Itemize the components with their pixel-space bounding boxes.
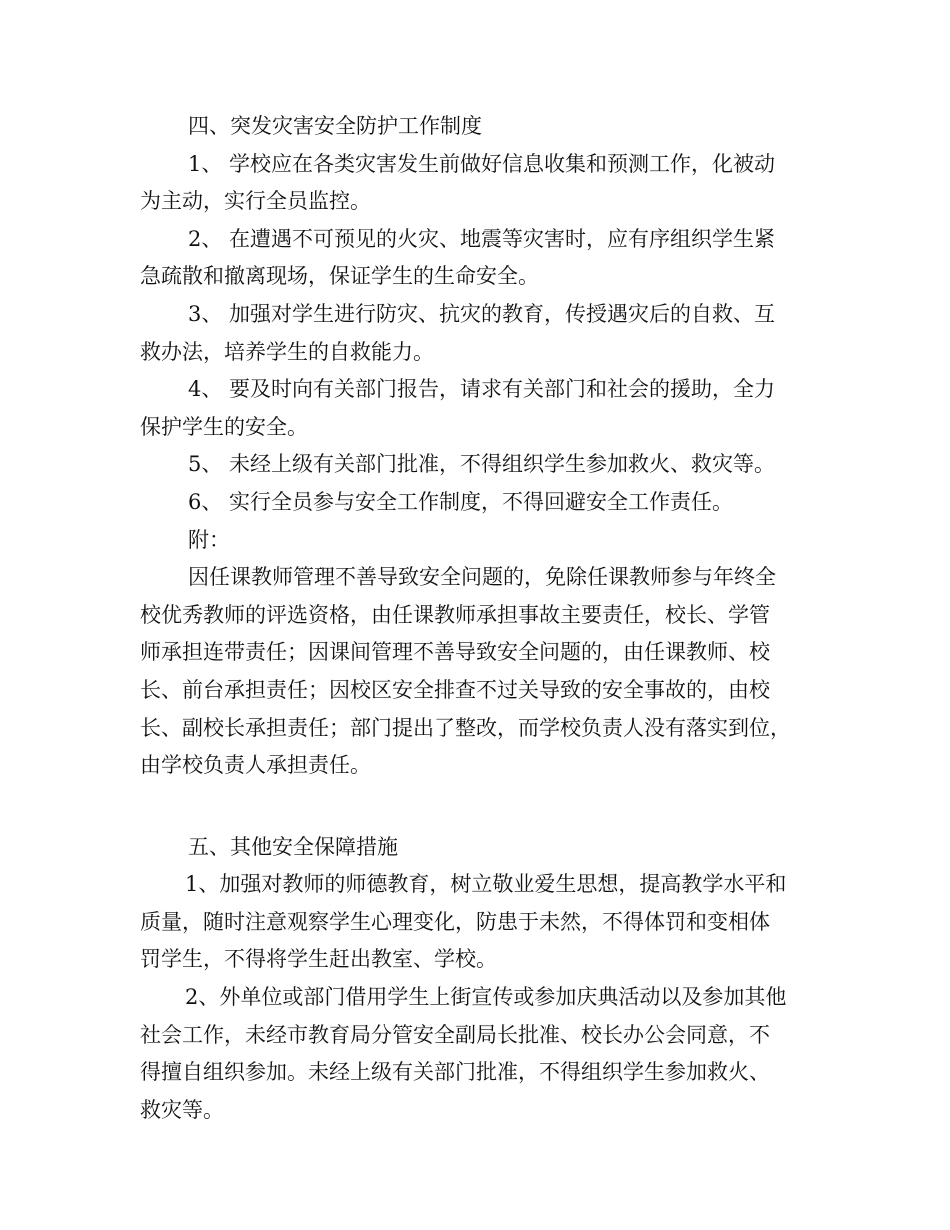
section-4-item-6: 6、 实行全员参与安全工作制度，不得回避安全工作责任。 xyxy=(188,489,734,514)
section-4-item-1-line-1: 1、 学校应在各类灾害发生前做好信息收集和预测工作，化被动 xyxy=(188,151,776,176)
section-5-item-2-line-3: 得擅自组织参加。未经上级有关部门批准，不得组织学生参加救火、 xyxy=(140,1060,770,1085)
section-5-item-2-line-4: 救灾等。 xyxy=(140,1097,224,1122)
section-4-item-4-line-2: 保护学生的安全。 xyxy=(140,414,308,439)
section-5-item-1-line-2: 质量，随时注意观察学生心理变化，防患于未然，不得体罚和变相体 xyxy=(140,909,770,934)
appendix-label: 附： xyxy=(188,527,230,552)
appendix-line-5: 长、副校长承担责任；部门提出了整改，而学校负责人没有落实到位， xyxy=(140,715,791,740)
appendix-line-2: 校优秀教师的评选资格，由任课教师承担事故主要责任，校长、学管 xyxy=(140,602,770,627)
section-4-item-1-line-2: 为主动，实行全员监控。 xyxy=(140,189,371,214)
document-page xyxy=(140,108,812,1129)
section-5-item-2-line-1: 2、外单位或部门借用学生上街宣传或参加庆典活动以及参加其他 xyxy=(185,985,787,1010)
appendix-line-3: 师承担连带责任；因课间管理不善导致安全问题的，由任课教师、校 xyxy=(140,640,770,665)
section-4-item-4-line-1: 4、 要及时向有关部门报告，请求有关部门和社会的援助，全力 xyxy=(188,377,776,402)
section-4-item-3-line-1: 3、 加强对学生进行防灾、抗灾的教育，传授遇灾后的自救、互 xyxy=(188,301,776,326)
section-4-item-2-line-1: 2、 在遭遇不可预见的火灾、地震等灾害时，应有序组织学生紧 xyxy=(188,226,776,251)
section-5-item-1-line-1: 1、加强对教师的师德教育，树立敬业爱生思想，提高教学水平和 xyxy=(185,872,787,897)
section-5-item-1-line-3: 罚学生，不得将学生赶出教室、学校。 xyxy=(140,947,497,972)
appendix-line-4: 长、前台承担责任；因校区安全排查不过关导致的安全事故的，由校 xyxy=(140,677,770,702)
section-4-heading: 四、突发灾害安全防护工作制度 xyxy=(188,114,482,138)
section-4-item-3-line-2: 救办法，培养学生的自救能力。 xyxy=(140,339,434,364)
section-spacer xyxy=(140,785,812,829)
appendix-line-6: 由学校负责人承担责任。 xyxy=(140,753,371,778)
section-5-item-2-line-2: 社会工作，未经市教育局分管安全副局长批准、校长办公会同意，不 xyxy=(140,1022,770,1047)
section-5-heading: 五、其他安全保障措施 xyxy=(188,834,398,859)
section-4-item-2-line-2: 急疏散和撤离现场，保证学生的生命安全。 xyxy=(140,264,539,289)
appendix-line-1: 因任课教师管理不善导致安全问题的，免除任课教师参与年终全 xyxy=(188,565,776,590)
section-4-item-5: 5、 未经上级有关部门批准，不得组织学生参加救火、救灾等。 xyxy=(188,452,776,477)
